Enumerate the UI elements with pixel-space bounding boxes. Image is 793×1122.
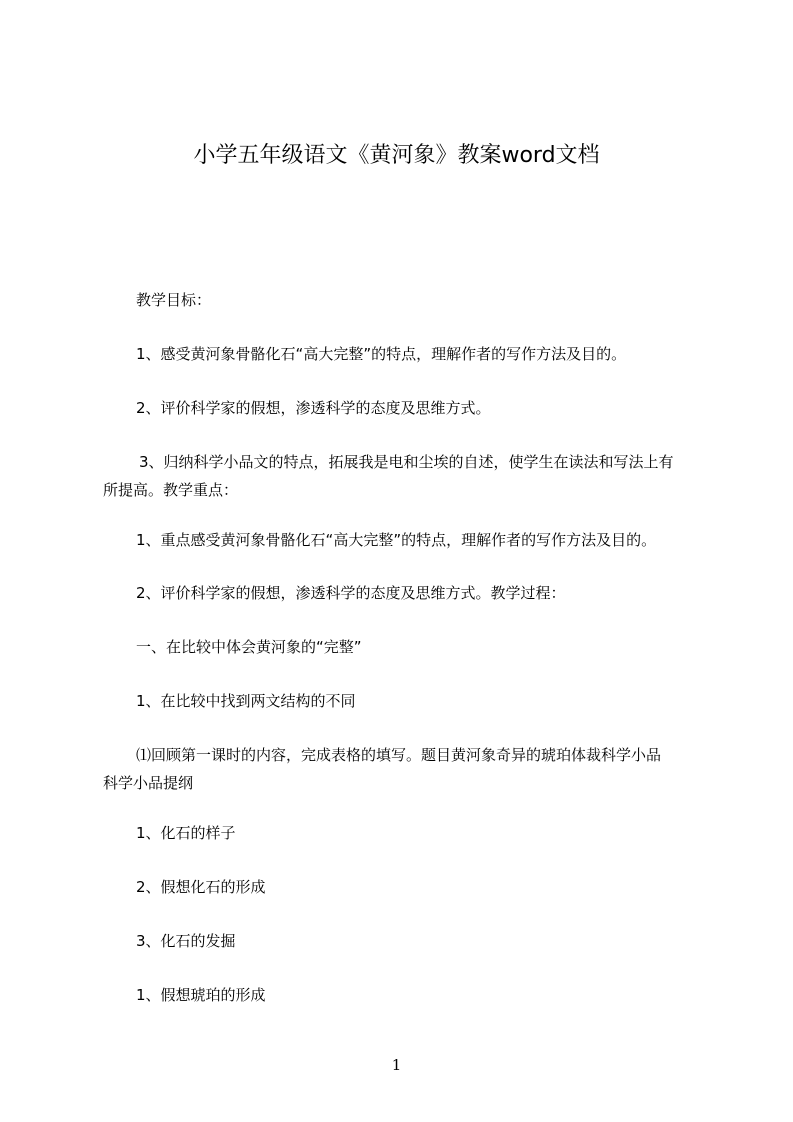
paragraph-key-point-2: 2、评价科学家的假想，渗透科学的态度及思维方式。教学过程： [136,584,566,602]
paragraph-teaching-goals-heading: 教学目标： [136,291,212,309]
page-number: 1 [391,1056,402,1074]
paragraph-goal-1: 1、感受黄河象骨骼化石“高大完整”的特点，理解作者的写作方法及目的。 [136,345,627,363]
paragraph-outline-item-2: 2、假想化石的形成 [136,878,266,896]
paragraph-review-line-2: 科学小品提纲 [103,774,194,792]
paragraph-outline-item-3: 3、化石的发掘 [136,932,236,950]
paragraph-key-point-1: 1、重点感受黄河象骨骼化石“高大完整”的特点，理解作者的写作方法及目的。 [136,531,657,549]
paragraph-goal-3-line-1: 3、归纳科学小品文的特点，拓展我是电和尘埃的自述，使学生在读法和写法上有 [139,453,674,471]
paragraph-section-1-heading: 一、在比较中体会黄河象的“完整” [136,638,362,656]
paragraph-outline-item-4: 1、假想琥珀的形成 [136,986,266,1004]
document-title: 小学五年级语文《黄河象》教案word文档 [193,143,600,168]
paragraph-review-line-1: ⑴回顾第一课时的内容，完成表格的填写。题目黄河象奇异的琥珀体裁科学小品 [136,746,662,764]
paragraph-outline-item-1: 1、化石的样子 [136,824,236,842]
paragraph-step-1: 1、在比较中找到两文结构的不同 [136,692,356,710]
paragraph-goal-2: 2、评价科学家的假想，渗透科学的态度及思维方式。 [136,399,491,417]
paragraph-goal-3-line-2: 所提高。教学重点： [103,481,239,499]
